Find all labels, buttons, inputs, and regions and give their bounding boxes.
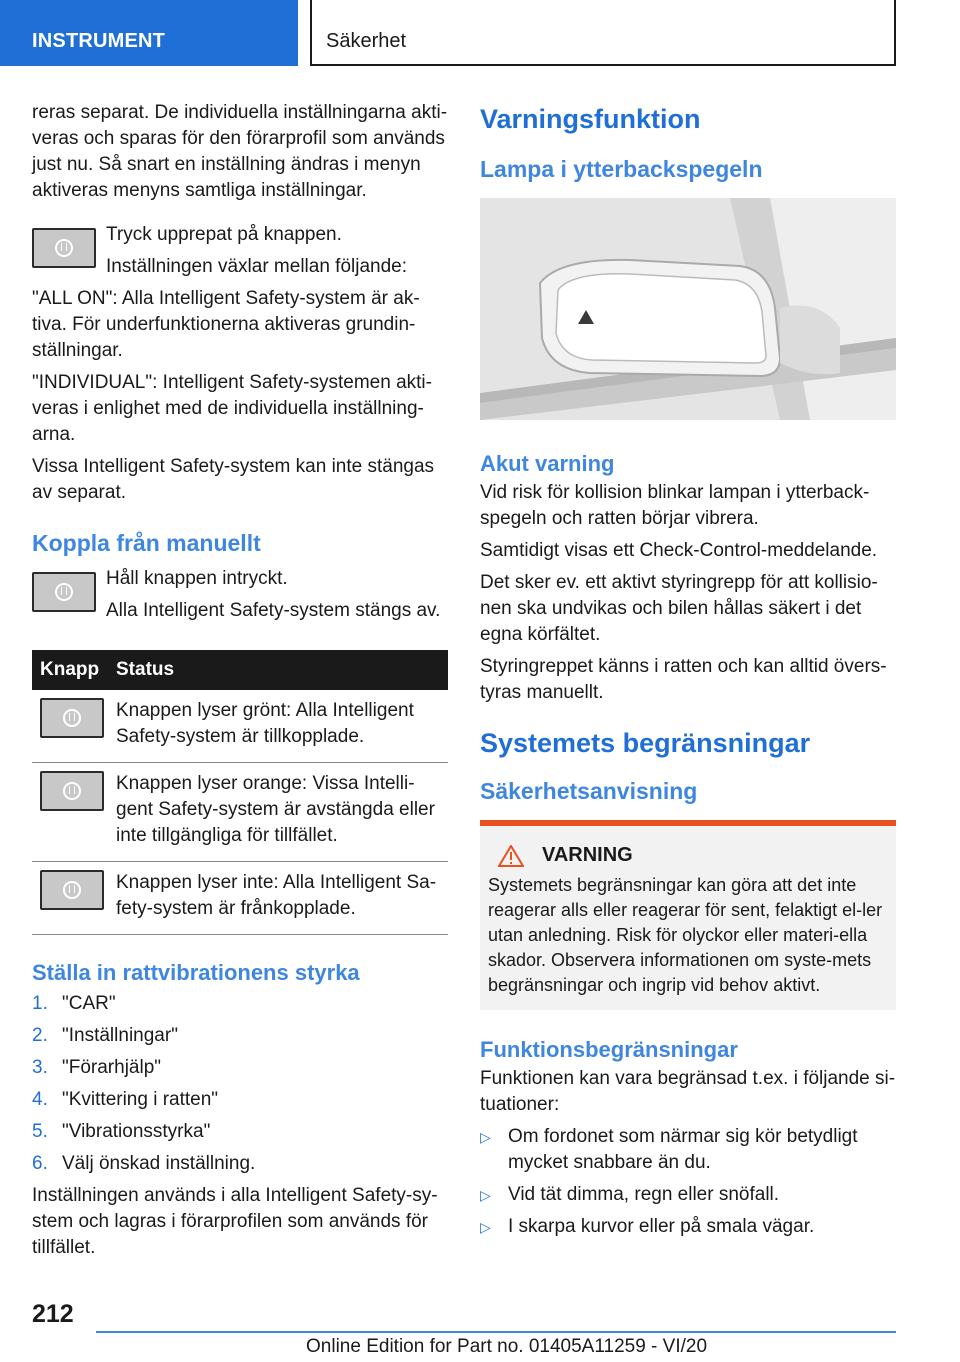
table-cell-icon (32, 690, 108, 763)
table-row (32, 862, 448, 935)
list-item: ▷ Om fordonet som närmar sig kör betydligt mycket snabbare än du. (480, 1124, 896, 1176)
hold-line-2: Alla Intelligent Safety-system stängs av. (106, 600, 441, 621)
function-limits-intro: Funktionen kan vara begränsad t.ex. i följande si-tuationer: (480, 1068, 896, 1115)
intelligent-safety-button-icon (32, 572, 96, 612)
side-mirror-illustration (480, 198, 896, 420)
table-header-row (32, 650, 448, 690)
acute-paragraph-1: Vid risk för kollision blinkar lampan i ytterback-spegeln och ratten börjar vibrera. (480, 482, 870, 529)
table-cell-status: Knappen lyser orange: Vissa Intelli-gent Safety-system är avstängda eller inte tillgängliga för tillfället. (108, 763, 448, 862)
function-limits-heading: Funktionsbegränsningar (480, 1037, 738, 1062)
page-number: 212 (32, 1300, 74, 1328)
list-item: ▷ I skarpa kurvor eller på smala vägar. (480, 1214, 896, 1240)
button-status-table (32, 650, 448, 935)
function-limits-list (480, 1124, 896, 1240)
intelligent-safety-button-icon (40, 698, 104, 738)
press-line-2: Inställningen växlar mellan följande: (106, 256, 408, 277)
table-cell-icon (32, 763, 108, 862)
acute-paragraph-2: Samtidigt visas ett Check-Control-meddelande. (480, 540, 878, 561)
warning-box-text: Systemets begränsningar kan göra att det inte reagerar alls eller reagerar för sent, felaktigt el-ler utan anledning. Risk för olyckor eller materi-ella skador. Observera informationen om syste-mets begränsningar och ingrip vid behov aktivt. (488, 875, 883, 995)
individual-paragraph: "INDIVIDUAL": Intelligent Safety-systemen akti-veras i enlighet med de individuella inställning-arna. (32, 372, 432, 445)
triangle-bullet-icon: ▷ (480, 1219, 491, 1235)
table-row (32, 690, 448, 763)
warning-triangle-icon (498, 845, 524, 867)
table-cell-status: Knappen lyser grönt: Alla Intelligent Safety-system är tillkopplade. (108, 690, 448, 763)
edition-text: Online Edition for Part no. 01405A11259 - VI/20 (306, 1336, 708, 1357)
warning-box-title-row (498, 844, 888, 867)
intro-paragraph: reras separat. De individuella inställningarna akti-veras och sparas för den förarprofil som används just nu. Så snart en inställning ändras i menyn aktiveras menyns samtliga inställningar. (32, 102, 448, 201)
topic-tab (310, 0, 896, 66)
acute-warning-heading: Akut varning (480, 451, 615, 476)
press-instruction (32, 222, 448, 286)
press-line-1: Tryck upprepat på knappen. (106, 224, 342, 245)
col-header-status: Status (108, 650, 448, 690)
list-item: 3. "Förarhjälp" (32, 1057, 162, 1078)
list-item: 2. "Inställningar" (32, 1025, 178, 1046)
warning-box (480, 820, 896, 1010)
section-tab (0, 0, 298, 66)
list-item: 1. "CAR" (32, 993, 116, 1014)
vibration-heading: Ställa in rattvibrationens styrka (32, 960, 360, 985)
right-column (480, 102, 896, 1246)
table-cell-icon (32, 862, 108, 935)
hold-line-1: Håll knappen intryckt. (106, 568, 288, 589)
side-mirror-drawing (480, 198, 896, 420)
list-item: ▷ Vid tät dimma, regn eller snöfall. (480, 1182, 896, 1208)
triangle-bullet-icon: ▷ (480, 1187, 491, 1203)
mirror-lamp-heading: Lampa i ytterbackspegeln (480, 156, 763, 182)
left-column (32, 100, 448, 1267)
section-title: INSTRUMENT (32, 30, 166, 52)
some-off-paragraph: Vissa Intelligent Safety-system kan inte stängas av separat. (32, 456, 435, 503)
col-header-button: Knapp (32, 650, 108, 690)
warning-box-title: VARNING (542, 844, 633, 866)
vibration-note: Inställningen används i alla Intelligent Safety-sy-stem och lagras i förarprofilen som används för tillfället. (32, 1185, 438, 1258)
system-limits-heading: Systemets begränsningar (480, 728, 811, 758)
table-cell-status: Knappen lyser inte: Alla Intelligent Sa-fety-system är frånkopplade. (108, 862, 448, 935)
intelligent-safety-button-icon (32, 228, 96, 268)
footer-divider (96, 1331, 896, 1333)
acute-paragraph-4: Styringreppet känns i ratten och kan alltid övers-tyras manuellt. (480, 656, 887, 703)
acute-paragraph-3: Det sker ev. ett aktivt styringrepp för att kollisio-nen ska undvikas och bilen hållas säkert i det egna körfältet. (480, 572, 878, 645)
vibration-steps (32, 991, 448, 1177)
warning-function-heading: Varningsfunktion (480, 104, 701, 134)
list-item: 4. "Kvittering i ratten" (32, 1089, 219, 1110)
manual-heading: Koppla från manuellt (32, 530, 261, 556)
all-on-paragraph: "ALL ON": Alla Intelligent Safety-system är ak-tiva. För underfunktionerna aktiveras grundin-ställningar. (32, 288, 420, 361)
table-row (32, 763, 448, 862)
intelligent-safety-button-icon (40, 870, 104, 910)
list-item: 5. "Vibrationsstyrka" (32, 1121, 211, 1142)
intelligent-safety-button-icon (40, 771, 104, 811)
safety-notice-heading: Säkerhetsanvisning (480, 778, 698, 804)
triangle-bullet-icon: ▷ (480, 1129, 491, 1145)
list-item: 6. Välj önskad inställning. (32, 1153, 256, 1174)
topic-title: Säkerhet (326, 30, 407, 52)
hold-instruction (32, 566, 448, 630)
